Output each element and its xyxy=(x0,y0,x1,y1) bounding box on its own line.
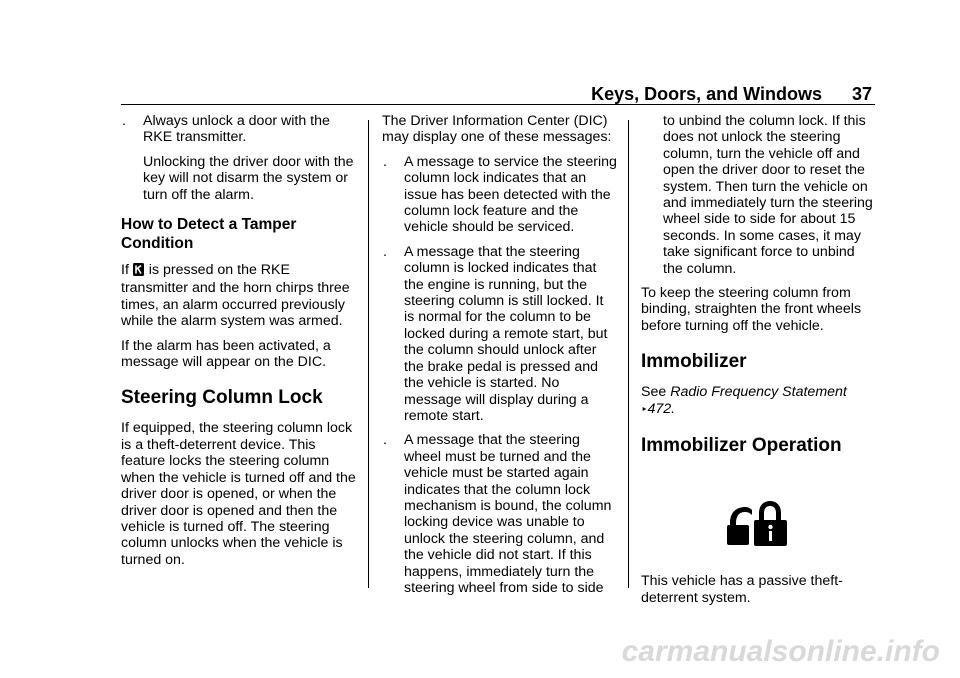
list-item xyxy=(382,432,617,596)
immobilizer-heading: Immobilizer xyxy=(641,351,747,373)
list-item-text: A message to service the steering column lock indicates that an issue has been detected with the column lock feature and the vehicle should be serviced. xyxy=(404,153,617,236)
column-2 xyxy=(382,113,617,604)
reference-link[interactable]: Radio Frequency Statement xyxy=(670,384,847,401)
see-reference xyxy=(641,384,877,418)
bullet-marker: . xyxy=(383,432,387,449)
bullet-marker: . xyxy=(383,243,387,260)
bullet-item xyxy=(121,113,356,203)
list-item xyxy=(382,154,617,236)
section-title: Keys, Doors, and Windows xyxy=(591,84,822,104)
column-1 xyxy=(121,113,356,576)
reference-page-link[interactable]: ‣ 472. xyxy=(641,401,675,417)
see-label: See xyxy=(641,384,667,401)
bullet-text: Always unlock a door with the RKE transmitter. xyxy=(143,113,330,146)
list-item xyxy=(382,244,617,424)
steering-paragraph: If equipped, the steering column lock is a theft-deterrent device. This feature locks the steering column when the vehicle is turned off and the driver door is opened, or when the driver door is opened and then the vehicle is turned off. The steering column unlocks when the vehicle is turned on. xyxy=(121,420,356,568)
list-item-text: A message that the steering wheel must be turned and the vehicle must be started again indicates that the column lock mechanism is bound, the column locking device was unable to unlock the steering column, and the vehicle did not start. If this happens, immediately turn the steering wheel from side to side xyxy=(404,432,612,596)
page-number: 37 xyxy=(851,84,872,104)
column-divider-2 xyxy=(628,120,629,588)
rke-key-icon xyxy=(133,263,144,280)
operation-paragraph: This vehicle has a passive theft-deterrent system. xyxy=(641,573,843,606)
immobilizer-operation-heading: Immobilizer Operation xyxy=(641,435,842,457)
bullet-subtext: Unlocking the driver door with the key will not disarm the system or turn off the alarm. xyxy=(143,153,354,203)
steering-column-lock-heading: Steering Column Lock xyxy=(121,387,323,409)
list-item-text: A message that the steering column is locked indicates that the engine is running, but the steering column is still locked. It is normal for the column to be locked during a remote start, but the column should unlock after the brake pedal is pressed and the vehicle is started. No message will display during a remote start. xyxy=(404,243,608,424)
watermark: carmanualsonline.info xyxy=(621,635,940,668)
tamper-paragraph-2: If the alarm has been activated, a message will appear on the DIC. xyxy=(121,337,331,371)
keep-column-paragraph: To keep the steering column from binding, straighten the front wheels before turning off the vehicle. xyxy=(641,285,862,334)
continued-bullet-text: to unbind the column lock. If this does not unlock the steering column, turn the vehicle off and open the driver door to reset the system. Then turn the vehicle on and immediately turn the steering wheel side to side for about 15 seconds. In some cases, it may take significant force to unbind the column. xyxy=(663,113,873,277)
header-divider xyxy=(121,104,875,105)
tamper-text-before-icon: If xyxy=(121,262,129,279)
bullet-marker: . xyxy=(122,113,126,129)
tamper-paragraph-1 xyxy=(121,262,356,330)
dic-intro: The Driver Information Center (DIC) may display one of these messages: xyxy=(382,113,612,146)
column-3 xyxy=(641,113,877,614)
tamper-text-after-icon: is pressed on the RKE transmitter and the horn chirps three times, an alarm occurred previously while the alarm system was armed. xyxy=(121,262,350,330)
immobilizer-lock-icon xyxy=(726,499,788,547)
tamper-heading: How to Detect a Tamper Condition xyxy=(121,216,297,252)
page-header xyxy=(591,84,872,104)
column-divider-1 xyxy=(368,120,369,588)
bullet-marker: . xyxy=(383,153,387,170)
